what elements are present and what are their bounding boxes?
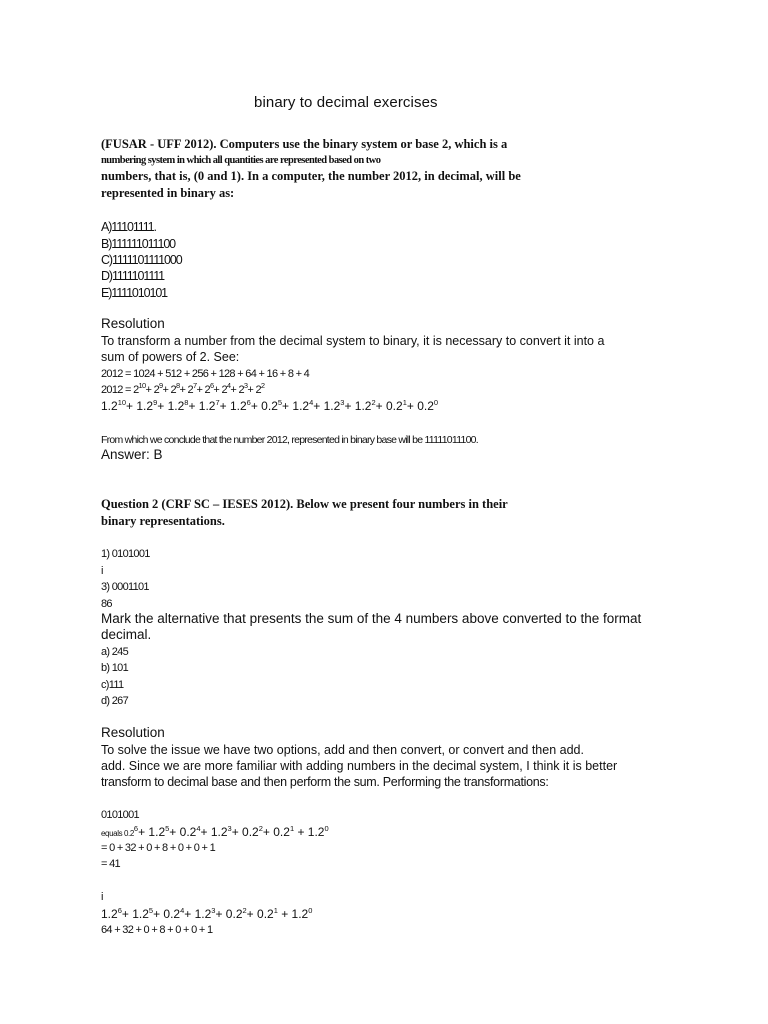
q2-intro-line-2: binary representations. — [101, 514, 225, 528]
q1-option-d: D)1111101111 — [101, 269, 165, 283]
q1-option-c: C)1111101111000 — [101, 253, 182, 267]
q2-resolution-line-3: transform to decimal base and then perform the sum. Performing the transformations: — [101, 775, 549, 789]
q1-option-e: E)1111010101 — [101, 286, 168, 300]
q2-block2-number: i — [101, 891, 103, 903]
q2-block1-values: = 0 + 32 + 0 + 8 + 0 + 0 + 1 — [101, 842, 216, 854]
q1-intro-line-1: (FUSAR - UFF 2012). Computers use the binary system or base 2, which is a — [101, 137, 508, 151]
q2-resolution-line-1: To solve the issue we have two options, add and then convert, or convert and then add. — [101, 743, 584, 757]
q2-block2-values: 64 + 32 + 0 + 8 + 0 + 0 + 1 — [101, 924, 213, 936]
q2-block1-number: 0101001 — [101, 809, 139, 821]
q1-intro-line-4: represented in binary as: — [101, 186, 235, 200]
q1-sum-line: 2012 = 1024 + 512 + 256 + 128 + 64 + 16 + 8 + 4 — [101, 368, 310, 380]
q2-option-a: a) 245 — [101, 646, 128, 658]
q1-resolution-line-1: To transform a number from the decimal system to binary, it is necessary to convert it into a — [101, 334, 605, 348]
q2-option-d: d) 267 — [101, 695, 128, 707]
q1-powers-line: $2012 = 2^{10}+ 2^9+ 2^8+ 2^7+ 2^6+ 2^4+ 2^3+ 2^2$ — [101, 381, 265, 396]
q2-option-c: c)111 — [101, 679, 124, 691]
q2-resolution-heading: Resolution — [101, 725, 165, 740]
q1-conclusion: From which we conclude that the number 2012, represented in binary base will be 11111011100. — [101, 434, 478, 446]
q2-item-3: 3) 0001101 — [101, 581, 149, 593]
q2-prompt-line-2: decimal. — [101, 627, 152, 642]
q1-option-b: B)111111011100 — [101, 237, 176, 251]
q2-intro-line-1: Question 2 (CRF SC – IESES 2012). Below we present four numbers in their — [101, 497, 508, 511]
page-title: binary to decimal exercises — [254, 94, 438, 111]
q1-answer: Answer: B — [101, 447, 163, 462]
q1-intro-line-2: numbering system in which all quantities are represented based on two — [101, 155, 381, 166]
q2-item-4: 86 — [101, 598, 112, 610]
q1-expansion-line: $1.2^{10}+ 1.2^9+ 1.2^8+ 1.2^7+ 1.2^6+ 0.2^5+ 1.2^4+ 1.2^3+ 1.2^2+ 0.2^1+ 0.2^0$ — [101, 398, 439, 413]
q2-item-2: i — [101, 565, 103, 577]
q2-item-1: 1) 0101001 — [101, 548, 150, 560]
q2-block1-expansion: equals $0.2^6+ 1.2^5+ 0.2^4+ 1.2^3+ 0.2^2+ 0.2^1 + 1.2^0$ — [101, 824, 329, 839]
q1-option-a: A)11101111. — [101, 220, 156, 234]
q2-block1-result: = 41 — [101, 858, 120, 870]
q1-resolution-heading: Resolution — [101, 316, 165, 331]
q2-prompt-line-1: Mark the alternative that presents the sum of the 4 numbers above converted to the format — [101, 611, 642, 626]
q2-option-b: b) 101 — [101, 662, 128, 674]
q1-resolution-line-2: sum of powers of 2. See: — [101, 350, 240, 364]
q2-block2-expansion: $1.2^6+ 1.2^5+ 0.2^4+ 1.2^3+ 0.2^2+ 0.2^1 + 1.2^0$ — [101, 906, 313, 921]
q2-resolution-line-2: add. Since we are more familiar with adding numbers in the decimal system, I think it is better — [101, 759, 618, 773]
q1-intro-line-3: numbers, that is, (0 and 1). In a computer, the number 2012, in decimal, will be — [101, 169, 521, 183]
